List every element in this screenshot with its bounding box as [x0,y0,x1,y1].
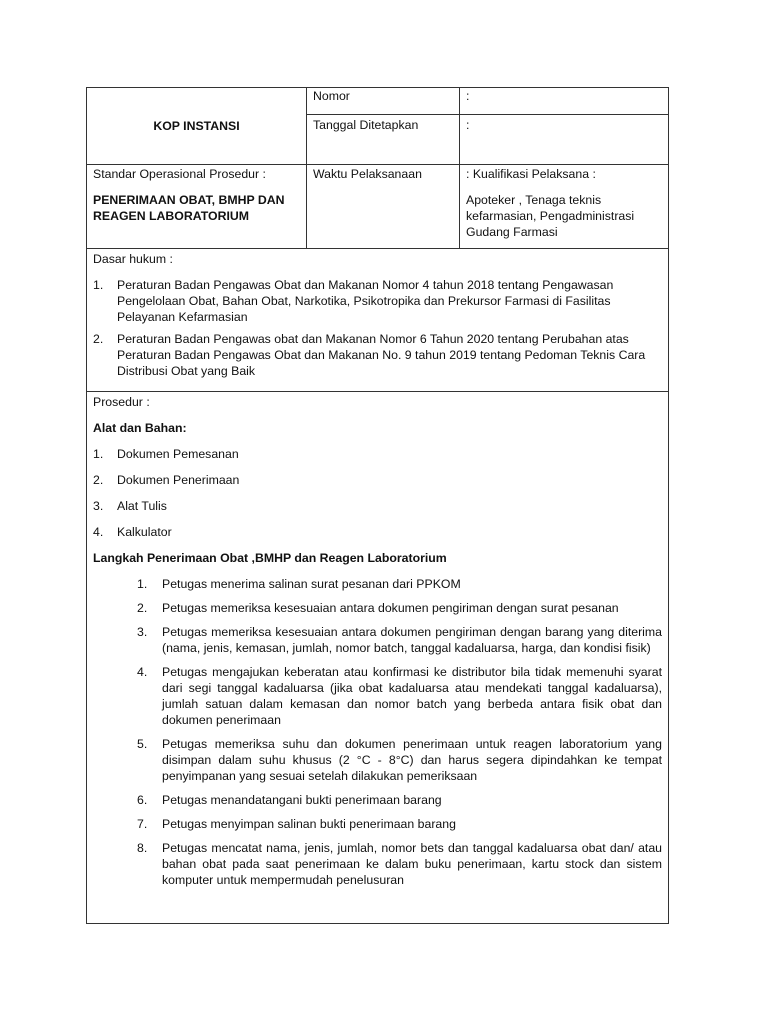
kualifikasi-label: : Kualifikasi Pelaksana : [466,167,596,181]
list-item: 5. Petugas memeriksa suhu dan dokumen penerimaan untuk reagen laboratorium yang disimpan dalam suhu khusus (2 °C - 8°C) dan harus segera dipindahkan ke tempat penyimpanan yang sesuai setelah dilakukan pemeriksaan [137,737,662,783]
list-item: 1. Dokumen Pemesanan [93,447,239,461]
alat-bahan-list [93,446,662,540]
list-item: 1. Peraturan Badan Pengawas Obat dan Makanan Nomor 4 tahun 2018 tentang Pengawasan Pengelolaan Obat, Bahan Obat, Narkotika, Psikotropika dan Prekursor Farmasi di Fasilitas Pelayanan Kefarmasian [93,278,614,324]
list-item: 8. Petugas mencatat nama, jenis, jumlah, nomor bets dan tanggal kadaluarsa obat dan/ atau bahan obat pada saat penerimaan ke dalam buku penerimaan, kartu stock dan sistem komputer untuk mempermudah penelusuran [137,841,662,887]
langkah-list [93,576,662,888]
list-item: 2. Peraturan Badan Pengawas obat dan Makanan Nomor 6 Tahun 2020 tentang Perubahan atas Peraturan Badan Pengawas Obat dan Makanan No. 9 tahun 2019 tentang Pedoman Teknis Cara Distribusi Obat yang Baik [93,332,646,378]
waktu-pelaksanaan-label: Waktu Pelaksanaan [307,165,460,249]
kualifikasi-value: Apoteker , Tenaga teknis kefarmasian, Pengadministrasi Gudang Farmasi [466,193,635,239]
langkah-title: Langkah Penerimaan Obat ,BMHP dan Reagen Laboratorium [93,551,447,565]
prosedur-label: Prosedur : [93,395,150,409]
dasar-hukum-list [93,277,662,379]
list-item: 4. Kalkulator [93,525,172,539]
nomor-label: Nomor [307,88,460,115]
sop-title-line1: PENERIMAAN OBAT, BMHP DAN [93,193,285,207]
tanggal-value: : [460,115,669,165]
list-item: 7. Petugas menyimpan salinan bukti penerimaan barang [137,817,456,831]
list-item: 3. Alat Tulis [93,499,167,513]
sop-table [86,87,669,924]
list-item: 1. Petugas menerima salinan surat pesanan dari PPKOM [137,577,461,591]
dasar-hukum-label: Dasar hukum : [93,252,173,266]
list-item: 2. Petugas memeriksa kesesuaian antara dokumen pengiriman dengan surat pesanan [137,601,619,615]
list-item: 3. Petugas memeriksa kesesuaian antara dokumen pengiriman dengan barang yang diterima (nama, jenis, kemasan, jumlah, nomor batch, tanggal kadaluarsa, harga, dan kondisi fisik) [137,625,662,655]
tanggal-label: Tanggal Ditetapkan [307,115,460,165]
list-item: 4. Petugas mengajukan keberatan atau konfirmasi ke distributor bila tidak memenuhi syarat dari segi tanggal kadaluarsa (jika obat kadaluarsa atau mendekati tanggal kadaluarsa), jumlah satuan dalam kemasan dan nomor batch yang berbeda antara fisik obat dan dokumen penerimaan [137,665,662,727]
sop-label: Standar Operasional Prosedur : [93,167,266,181]
list-item: 6. Petugas menandatangani bukti penerimaan barang [137,793,442,807]
alat-bahan-title: Alat dan Bahan: [93,421,187,435]
nomor-value: : [460,88,669,115]
sop-title-line2: REAGEN LABORATORIUM [93,209,249,223]
kop-instansi: KOP INSTANSI [87,88,307,165]
list-item: 2. Dokumen Penerimaan [93,473,240,487]
